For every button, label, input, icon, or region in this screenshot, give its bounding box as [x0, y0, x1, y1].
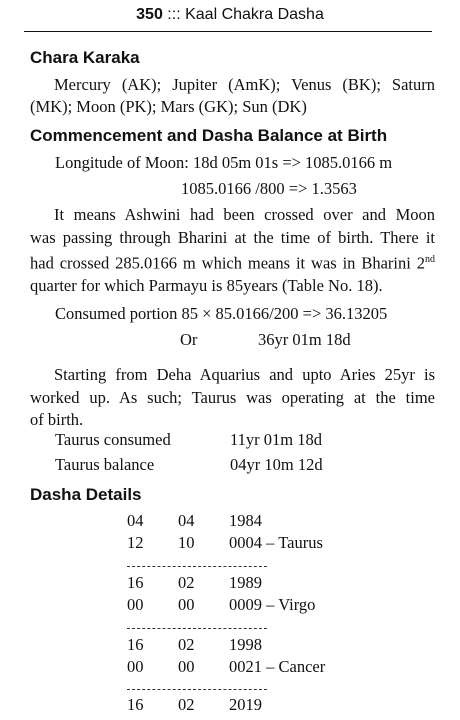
dasha-cell: 16: [127, 635, 144, 654]
commencement-heading: Commencement and Dasha Balance at Birth: [30, 126, 388, 145]
dasha-cell: 02: [178, 695, 195, 714]
dasha-cell: 00: [178, 595, 195, 614]
dashed-divider: [127, 689, 267, 690]
para2-line-3: of birth.: [30, 410, 84, 429]
dasha-cell: 1998: [229, 635, 262, 654]
dashed-divider: [127, 566, 267, 567]
dasha-cell: 04: [127, 511, 144, 530]
dasha-cell: 00: [178, 657, 195, 676]
header-title: Kaal Chakra Dasha: [185, 6, 324, 23]
dasha-cell: 02: [178, 573, 195, 592]
dasha-cell: 02: [178, 635, 195, 654]
para-line-3: [30, 249, 435, 275]
para2-line-1: Starting from Deha Aquarius and upto Aries 25yr is: [54, 365, 435, 384]
dasha-cell: 2019: [229, 695, 262, 714]
para-line-3-text: had crossed 285.0166 m which means it was in Bharini 2: [30, 253, 425, 273]
taurus-consumed-label: Taurus consumed: [55, 430, 171, 449]
dasha-cell: 16: [127, 573, 144, 592]
consumed-portion-line: Consumed portion 85 × 85.0166/200 => 36.13205: [55, 304, 388, 323]
dasha-cell: 04: [178, 511, 195, 530]
running-header: [0, 6, 460, 24]
ashwini-paragraph: [30, 204, 435, 298]
header-rule: [24, 31, 432, 32]
chara-karaka-line-1: Mercury (AK); Jupiter (AmK); Venus (BK); Saturn: [54, 75, 435, 94]
chara-karaka-text: [30, 74, 435, 118]
deha-paragraph: [30, 364, 435, 432]
chara-karaka-heading: Chara Karaka: [30, 48, 140, 67]
para2-line-2: worked up. As such; Taurus was operating at the time: [30, 387, 435, 407]
dasha-cell: 1989: [229, 573, 262, 592]
dasha-cell: 00: [127, 595, 144, 614]
header-separator: :::: [167, 6, 181, 23]
para-line-2: was passing through Bharini at the time of birth. There it: [30, 227, 435, 247]
dasha-cell: 0004 – Taurus: [229, 533, 323, 552]
dasha-cell: 12: [127, 533, 144, 552]
para-line-4: quarter for which Parmayu is 85years (Table No. 18).: [30, 276, 383, 295]
chara-karaka-line-2: (MK); Moon (PK); Mars (GK); Sun (DK): [30, 97, 307, 116]
page-number: 350: [136, 6, 163, 23]
taurus-balance-label: Taurus balance: [55, 455, 155, 474]
taurus-consumed-value: 11yr 01m 18d: [230, 430, 322, 449]
para-line-1: It means Ashwini had been crossed over and Moon: [54, 205, 435, 224]
taurus-balance-value: 04yr 10m 12d: [230, 455, 323, 474]
dashed-divider: [127, 628, 267, 629]
dasha-cell: 0021 – Cancer: [229, 657, 326, 676]
or-value: 36yr 01m 18d: [258, 330, 351, 349]
dasha-details-heading: Dasha Details: [30, 485, 142, 504]
division-line: 1085.0166 /800 => 1.3563: [181, 179, 357, 198]
dasha-cell: 0009 – Virgo: [229, 595, 316, 614]
moon-longitude-line: Longitude of Moon: 18d 05m 01s => 1085.0166 m: [55, 153, 393, 172]
or-label: Or: [180, 330, 198, 349]
dasha-cell: 10: [178, 533, 195, 552]
dasha-cell: 00: [127, 657, 144, 676]
dasha-cell: 1984: [229, 511, 262, 530]
ordinal-superscript: nd: [425, 254, 435, 265]
dasha-cell: 16: [127, 695, 144, 714]
